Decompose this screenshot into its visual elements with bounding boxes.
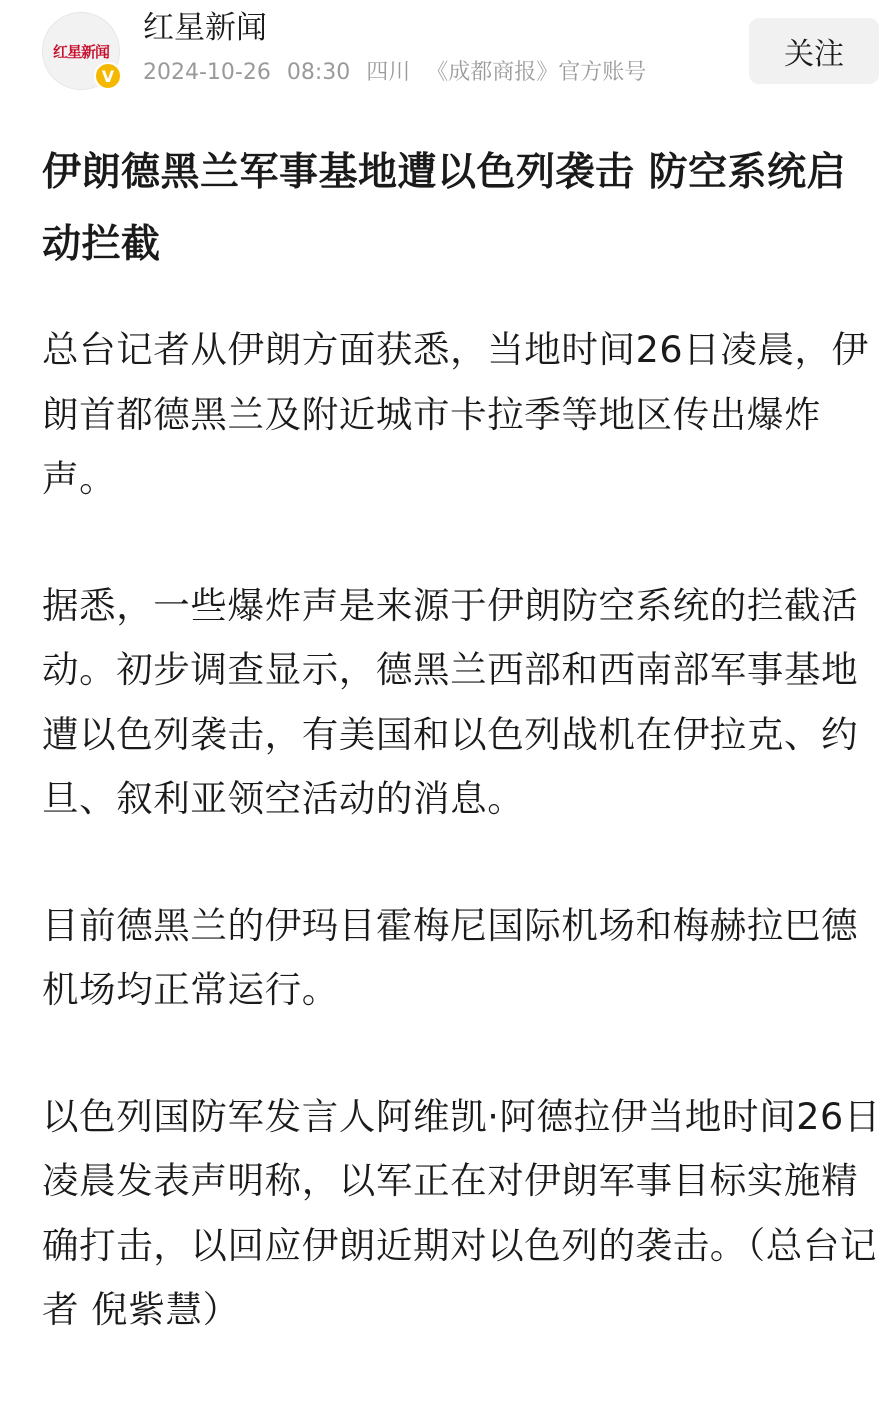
article-headline: 伊朗德黑兰军事基地遭以色列袭击 防空系统启动拦截	[42, 150, 847, 267]
post-meta	[143, 58, 646, 88]
follow-button[interactable]: 关注	[749, 18, 879, 84]
post-region: 四川	[366, 60, 411, 85]
verified-badge-icon: V	[94, 62, 122, 90]
hongxing-news-logo: 红星新闻	[52, 42, 109, 61]
article-header	[0, 0, 883, 110]
post-time: 08:30	[286, 60, 351, 85]
article-paragraph-2: 据悉，一些爆炸声是来源于伊朗防空系统的拦截活动。初步调查显示，德黑兰西部和西南部军事基地遭以色列袭击，有美国和以色列战机在伊拉克、约旦、叙利亚领空活动的消息。	[42, 583, 859, 820]
article-paragraph-3: 目前德黑兰的伊玛目霍梅尼国际机场和梅赫拉巴德机场均正常运行。	[42, 903, 859, 1011]
article-paragraph-4: 以色列国防军发言人阿维凯·阿德拉伊当地时间26日凌晨发表声明称，以军正在对伊朗军事目标实施精确打击，以回应伊朗近期对以色列的袭击。（总台记者 倪紫慧）	[42, 1094, 881, 1331]
account-name[interactable]: 红星新闻	[143, 10, 267, 46]
account-source: 《成都商报》官方账号	[426, 60, 647, 85]
article-body	[42, 318, 882, 1405]
post-date: 2024-10-26	[143, 60, 271, 85]
article-paragraph-1: 总台记者从伊朗方面获悉，当地时间26日凌晨，伊朗首都德黑兰及附近城市卡拉季等地区传出爆炸声。	[42, 328, 869, 500]
